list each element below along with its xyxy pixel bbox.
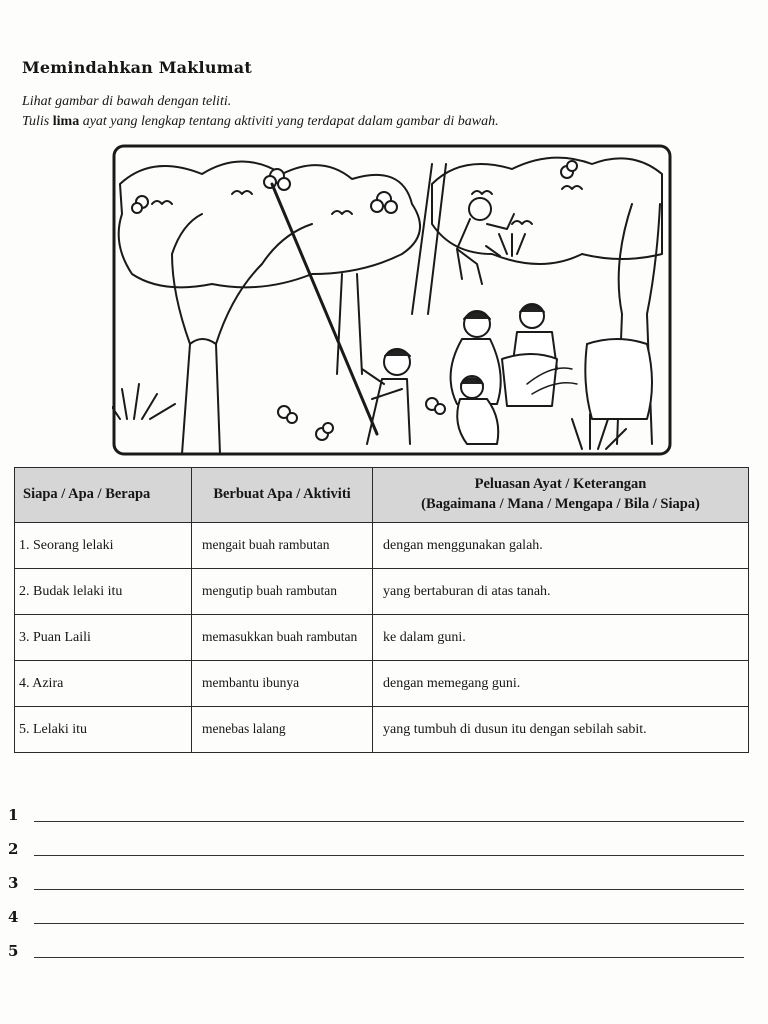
- cell-activity: mengutip buah rambutan: [192, 569, 373, 615]
- cell-who: 3. Puan Laili: [15, 615, 192, 661]
- table-row: [15, 707, 749, 753]
- answer-blank[interactable]: [34, 855, 744, 856]
- answer-blank[interactable]: [34, 923, 744, 924]
- table-row: [15, 661, 749, 707]
- info-table: [14, 467, 749, 753]
- answer-blank[interactable]: [34, 889, 744, 890]
- cell-who: 2. Budak lelaki itu: [15, 569, 192, 615]
- answer-line-4[interactable]: [8, 898, 748, 928]
- answer-line-5[interactable]: [8, 932, 748, 962]
- worksheet-title: Memindahkan Maklumat: [22, 58, 252, 77]
- instruction-suffix: ayat yang lengkap tentang aktiviti yang terdapat dalam gambar di bawah.: [82, 114, 499, 129]
- answer-number: 1: [8, 806, 19, 824]
- orchard-illustration: [112, 144, 672, 456]
- cell-detail: dengan menggunakan galah.: [373, 523, 749, 569]
- header-detail: [373, 468, 749, 523]
- header-activity: Berbuat Apa / Aktiviti: [192, 468, 373, 523]
- header-detail-line1: Peluasan Ayat / Keterangan: [474, 476, 647, 493]
- cell-detail: yang tumbuh di dusun itu dengan sebilah sabit.: [373, 707, 749, 753]
- answer-line-1[interactable]: [8, 796, 748, 826]
- answer-blank[interactable]: [34, 821, 744, 822]
- table-header-row: [15, 468, 749, 523]
- cell-activity: mengait buah rambutan: [192, 523, 373, 569]
- header-who: Siapa / Apa / Berapa: [15, 468, 192, 523]
- full-sack: [585, 339, 652, 419]
- answer-number: 5: [8, 942, 19, 960]
- cell-detail: yang bertaburan di atas tanah.: [373, 569, 749, 615]
- cell-detail: ke dalam guni.: [373, 615, 749, 661]
- header-detail-line2: (Bagaimana / Mana / Mengapa / Bila / Siapa): [421, 496, 700, 512]
- grass-left: [112, 384, 175, 419]
- instruction-prefix: Tulis: [22, 114, 50, 129]
- answer-line-3[interactable]: [8, 864, 748, 894]
- instruction-line-1: Lihat gambar di bawah dengan teliti.: [22, 94, 232, 109]
- answer-blank[interactable]: [34, 957, 744, 958]
- table-row: [15, 615, 749, 661]
- cell-detail: dengan memegang guni.: [373, 661, 749, 707]
- answer-number: 2: [8, 840, 19, 858]
- instruction-bold-word: lima: [52, 114, 80, 129]
- answer-line-2[interactable]: [8, 830, 748, 860]
- cell-who: 1. Seorang lelaki: [15, 523, 192, 569]
- table-row: [15, 523, 749, 569]
- cell-activity: memasukkan buah rambutan: [192, 615, 373, 661]
- cell-who: 4. Azira: [15, 661, 192, 707]
- answer-number: 4: [8, 908, 19, 926]
- table-row: [15, 569, 749, 615]
- answer-number: 3: [8, 874, 19, 892]
- cell-activity: menebas lalang: [192, 707, 373, 753]
- instruction-line-2: [22, 114, 499, 130]
- cell-who: 5. Lelaki itu: [15, 707, 192, 753]
- man-with-pole: [362, 349, 410, 444]
- cell-activity: membantu ibunya: [192, 661, 373, 707]
- man-cutting-grass: [457, 198, 525, 284]
